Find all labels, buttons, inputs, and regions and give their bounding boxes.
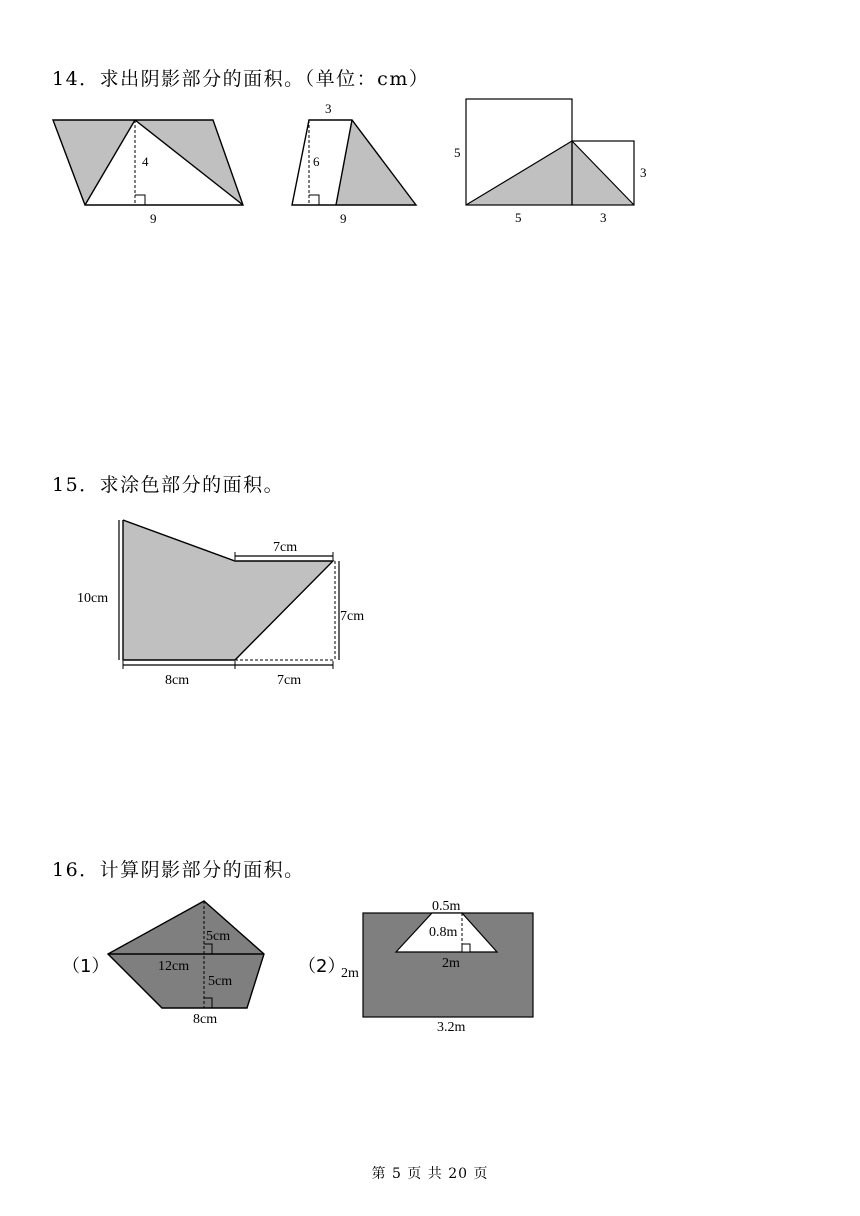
q16-part2-rect-width-label: 3.2m xyxy=(437,1020,466,1035)
q16-part2-trap-height-label: 0.8m xyxy=(429,925,458,940)
q15-right-label: 7cm xyxy=(340,609,365,624)
q16-part1-figure xyxy=(62,901,264,1027)
question-15-title: 15．求涂色部分的面积。 xyxy=(52,474,285,496)
q14-fig1-base-label: 9 xyxy=(150,211,157,226)
q15-top-label: 7cm xyxy=(273,540,298,555)
q15-bottom-left-label: 8cm xyxy=(165,673,190,688)
q15-left-label: 10cm xyxy=(77,591,109,606)
q14-fig2-height-label: 6 xyxy=(313,154,320,169)
question-14-title: 14．求出阴影部分的面积。（单位：cm） xyxy=(52,68,430,90)
question-16-title: 16．计算阴影部分的面积。 xyxy=(52,859,305,881)
q14-fig3-square-base-label: 5 xyxy=(515,210,522,225)
q15-bottom-right-label: 7cm xyxy=(277,673,302,688)
q14-fig3-small-side-label: 3 xyxy=(640,165,647,180)
q16-part2-figure xyxy=(298,899,533,1035)
q16-part1-upper-height-label: 5cm xyxy=(206,929,231,944)
q14-figure-trapezoid xyxy=(292,101,416,226)
q14-fig3-square-side-label: 5 xyxy=(454,145,461,160)
q16-part1-marker: （1） xyxy=(62,956,110,977)
page-footer: 第 5 页 共 20 页 xyxy=(371,1166,489,1182)
q16-part2-trap-bottom-label: 2m xyxy=(442,956,460,971)
q16-part2-trap-top-label: 0.5m xyxy=(432,899,461,914)
q16-part1-diagonal-label: 12cm xyxy=(158,959,190,974)
q14-fig2-base-label: 9 xyxy=(340,211,347,226)
q16-part1-lower-height-label: 5cm xyxy=(208,974,233,989)
q14-fig2-top-label: 3 xyxy=(325,101,332,116)
q14-fig1-height-label: 4 xyxy=(142,154,149,169)
q14-figure-parallelogram xyxy=(53,120,243,226)
q14-figure-squares xyxy=(454,99,647,225)
q14-fig3-small-base-label: 3 xyxy=(600,210,607,225)
q16-part2-rect-height-label: 2m xyxy=(341,966,359,981)
q16-part2-marker: （2） xyxy=(298,956,346,977)
q16-part1-bottom-label: 8cm xyxy=(193,1012,218,1027)
q15-figure xyxy=(77,520,364,688)
